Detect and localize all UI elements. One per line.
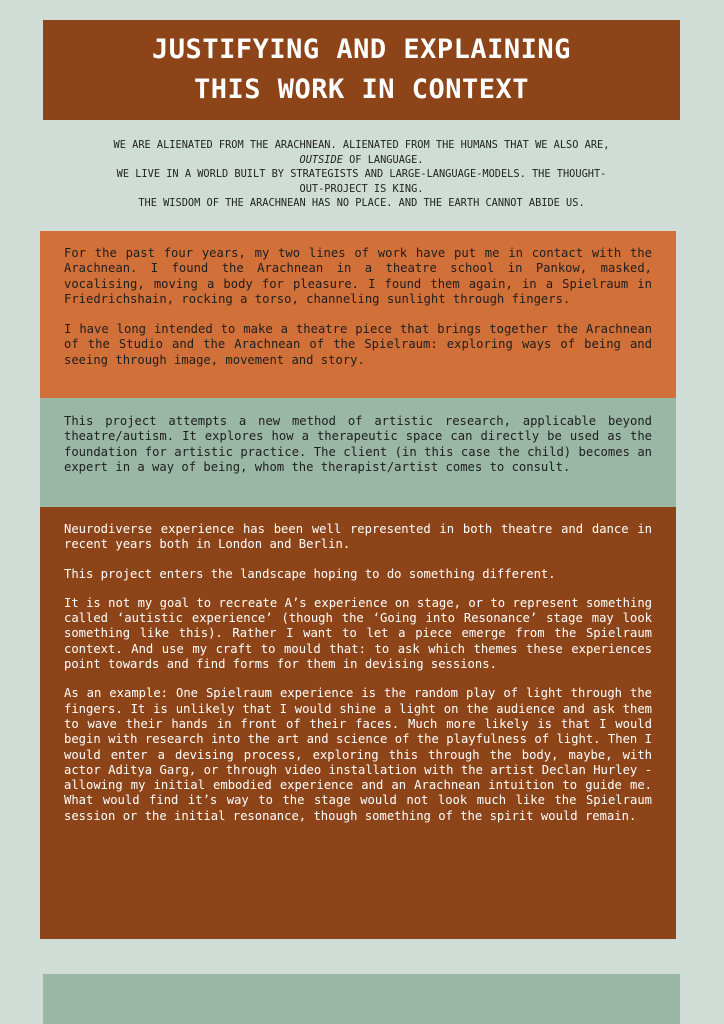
section-background — [40, 231, 676, 398]
title-banner — [43, 20, 680, 120]
paragraph: For the past four years, my two lines of work have put me in contact with the Arachnean. I found the Arachnean in a theatre school in Pankow, masked, vocalising, moving a body for pleasure. I found them again, in a Spielraum in Friedrichshain, rocking a torso, channeling sunlight through fingers. — [64, 246, 652, 306]
intro-line-5: THE WISDOM OF THE ARACHNEAN HAS NO PLACE. AND THE EARTH CANNOT ABIDE US. — [138, 197, 585, 210]
intro-line-3: WE LIVE IN A WORLD BUILT BY STRATEGISTS AND LARGE-LANGUAGE-MODELS. THE THOUGHT- — [116, 168, 607, 181]
footer-block — [43, 974, 680, 1024]
paragraph: This project attempts a new method of artistic research, applicable beyond theatre/autism. It explores how a therapeutic space can directly be used as the foundation for artistic practice. The client (in this case the child) becomes an expert in a way of being, whom the therapist/artist comes to consult. — [64, 414, 652, 474]
page-title-line-2: THIS WORK IN CONTEXT — [193, 74, 530, 105]
section-method — [40, 398, 676, 507]
intro-line-1: WE ARE ALIENATED FROM THE ARACHNEAN. ALIENATED FROM THE HUMANS THAT WE ALSO ARE, — [113, 139, 610, 151]
intro-line-4: OUT-PROJECT IS KING. — [299, 182, 424, 195]
intro-line-2-rest: OF LANGUAGE. — [342, 153, 424, 166]
intro-line-2 — [43, 153, 680, 168]
section-context — [40, 507, 676, 939]
intro-manifesto — [43, 138, 680, 211]
paragraph: It is not my goal to recreate A’s experience on stage, or to represent something called ‘autistic experience’ (though the ‘Going into Resonance’ stage may look something like this). Rather I want to let a piece emerge from the Spielraum context. And use my craft to mould that: to ask which themes these experiences point towards and find forms for them in devising sessions. — [64, 595, 652, 672]
paragraph: Neurodiverse experience has been well represented in both theatre and dance in recent years both in London and Berlin. — [64, 522, 652, 552]
paragraph: I have long intended to make a theatre piece that brings together the Arachnean of the Studio and the Arachnean of the Spielraum: exploring ways of being and seeing through image, movement and story. — [64, 322, 652, 367]
page-title-line-1: JUSTIFYING AND EXPLAINING — [152, 34, 571, 65]
intro-italic-word: OUTSIDE — [299, 153, 343, 166]
paragraph: This project enters the landscape hoping to do something different. — [64, 566, 556, 581]
paragraph: As an example: One Spielraum experience is the random play of light through the fingers. It is unlikely that I would shine a light on the audience and ask them to wave their hands in front of their faces. Much more likely is that I would begin with research into the art and science of the playfulness of light. Then I would enter a devising process, exploring this through the body, maybe, with actor Aditya Garg, or through video installation with the artist Declan Hurley - allowing my initial embodied experience and an Arachnean intuition to guide me. What would find it’s way to the stage would not look much like the Spielraum session or the initial resonance, though something of the spirit would remain. — [64, 686, 652, 823]
